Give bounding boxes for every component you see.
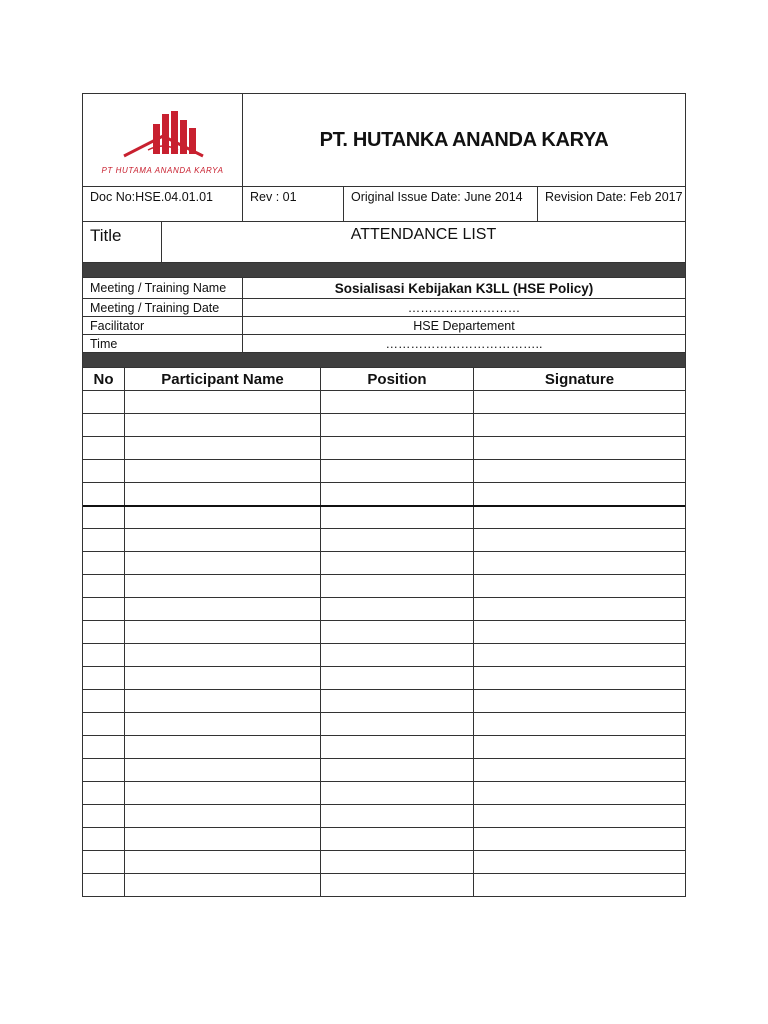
position-cell[interactable]: [321, 667, 474, 689]
info-label: Meeting / Training Date: [83, 299, 243, 316]
doc-number: Doc No:HSE.04.01.01: [83, 187, 243, 221]
column-header-participant-name: Participant Name: [125, 368, 321, 390]
column-header-signature: Signature: [544, 370, 615, 388]
no-cell[interactable]: [83, 460, 125, 482]
participant-name-cell[interactable]: [125, 667, 321, 689]
position-cell[interactable]: [321, 460, 474, 482]
no-cell[interactable]: [83, 828, 125, 850]
position-cell[interactable]: [321, 483, 474, 505]
table-row: [83, 735, 685, 758]
no-cell[interactable]: [83, 529, 125, 551]
attendance-table: [82, 367, 686, 897]
title-label: Title: [83, 222, 162, 262]
table-row: [83, 505, 685, 528]
position-cell[interactable]: [321, 759, 474, 781]
info-row: [83, 316, 685, 334]
participant-name-cell[interactable]: [125, 874, 321, 896]
participant-name-cell[interactable]: [125, 690, 321, 712]
participant-name-cell[interactable]: [125, 805, 321, 827]
position-cell[interactable]: [321, 621, 474, 643]
table-row: [83, 574, 685, 597]
signature-cell[interactable]: [474, 851, 685, 873]
participant-name-cell[interactable]: [125, 644, 321, 666]
position-cell[interactable]: [321, 713, 474, 735]
table-row: [83, 482, 685, 505]
signature-cell[interactable]: [474, 621, 685, 643]
signature-cell[interactable]: [474, 736, 685, 758]
table-row: [83, 758, 685, 781]
form-header: [82, 93, 686, 186]
signature-cell[interactable]: [474, 507, 685, 528]
info-label: Meeting / Training Name: [83, 278, 243, 298]
position-cell[interactable]: [321, 529, 474, 551]
company-name: PT. HUTANKA ANANDA KARYA: [319, 128, 609, 151]
table-row: [83, 597, 685, 620]
table-row: [83, 850, 685, 873]
no-cell[interactable]: [83, 736, 125, 758]
column-header-position: Position: [321, 368, 474, 390]
signature-cell[interactable]: [474, 644, 685, 666]
participant-name-cell[interactable]: [125, 391, 321, 413]
no-cell[interactable]: [83, 805, 125, 827]
table-row: [83, 712, 685, 735]
participant-name-cell[interactable]: [125, 598, 321, 620]
original-issue-date: Original Issue Date: June 2014: [344, 187, 538, 221]
info-row: [83, 334, 685, 352]
table-row: [83, 436, 685, 459]
signature-cell[interactable]: [474, 690, 685, 712]
signature-cell[interactable]: [474, 391, 685, 413]
no-cell[interactable]: [83, 598, 125, 620]
info-label: Time: [83, 335, 243, 352]
participant-name-cell[interactable]: [125, 782, 321, 804]
revision-number: Rev : 01: [243, 187, 344, 221]
position-cell[interactable]: [321, 575, 474, 597]
position-cell[interactable]: [321, 690, 474, 712]
participant-name-cell[interactable]: [125, 828, 321, 850]
info-value: ………………………: [407, 300, 521, 315]
position-cell[interactable]: [321, 851, 474, 873]
document-meta: [82, 186, 686, 221]
position-cell[interactable]: [321, 644, 474, 666]
table-row: [83, 390, 685, 413]
table-row: [83, 528, 685, 551]
no-cell[interactable]: [83, 437, 125, 459]
participant-name-cell[interactable]: [125, 414, 321, 436]
info-label: Facilitator: [83, 317, 243, 334]
position-cell[interactable]: [321, 391, 474, 413]
table-row: [83, 459, 685, 482]
signature-cell[interactable]: [474, 713, 685, 735]
participant-name-cell[interactable]: [125, 460, 321, 482]
attendance-form: [82, 93, 686, 897]
document-title: ATTENDANCE LIST: [350, 226, 497, 243]
meeting-info: [82, 277, 686, 352]
no-cell[interactable]: [83, 667, 125, 689]
table-row: [83, 666, 685, 689]
signature-cell[interactable]: [474, 529, 685, 551]
revision-date: Revision Date: Feb 2017: [545, 190, 683, 204]
no-cell[interactable]: [83, 414, 125, 436]
signature-cell[interactable]: [474, 667, 685, 689]
participant-name-cell[interactable]: [125, 575, 321, 597]
signature-cell[interactable]: [474, 575, 685, 597]
position-cell[interactable]: [321, 736, 474, 758]
signature-cell[interactable]: [474, 874, 685, 896]
no-cell[interactable]: [83, 552, 125, 574]
participant-name-cell[interactable]: [125, 736, 321, 758]
table-row: [83, 413, 685, 436]
position-cell[interactable]: [321, 507, 474, 528]
signature-cell[interactable]: [474, 460, 685, 482]
no-cell[interactable]: [83, 391, 125, 413]
participant-name-cell[interactable]: [125, 552, 321, 574]
position-cell[interactable]: [321, 437, 474, 459]
signature-cell[interactable]: [474, 759, 685, 781]
no-cell[interactable]: [83, 690, 125, 712]
table-row: [83, 643, 685, 666]
participant-name-cell[interactable]: [125, 851, 321, 873]
table-row: [83, 781, 685, 804]
company-logo: [83, 94, 243, 186]
signature-cell[interactable]: [474, 805, 685, 827]
info-value: Sosialisasi Kebijakan K3LL (HSE Policy): [334, 280, 594, 296]
position-cell[interactable]: [321, 874, 474, 896]
position-cell[interactable]: [321, 805, 474, 827]
position-cell[interactable]: [321, 414, 474, 436]
info-row: [83, 278, 685, 298]
signature-cell[interactable]: [474, 414, 685, 436]
signature-cell[interactable]: [474, 552, 685, 574]
table-header: [83, 368, 685, 390]
table-row: [83, 804, 685, 827]
no-cell[interactable]: [83, 713, 125, 735]
table-row: [83, 827, 685, 850]
participant-name-cell[interactable]: [125, 621, 321, 643]
position-cell[interactable]: [321, 782, 474, 804]
no-cell[interactable]: [83, 644, 125, 666]
participant-name-cell[interactable]: [125, 713, 321, 735]
position-cell[interactable]: [321, 598, 474, 620]
signature-cell[interactable]: [474, 437, 685, 459]
table-row: [83, 551, 685, 574]
position-cell[interactable]: [321, 828, 474, 850]
participant-name-cell[interactable]: [125, 507, 321, 528]
building-logo-icon: [108, 106, 218, 168]
logo-text: PT HUTAMA ANANDA KARYA: [101, 165, 224, 175]
no-cell[interactable]: [83, 782, 125, 804]
signature-cell[interactable]: [474, 483, 685, 505]
table-row: [83, 689, 685, 712]
no-cell[interactable]: [83, 575, 125, 597]
no-cell[interactable]: [83, 483, 125, 505]
participant-name-cell[interactable]: [125, 437, 321, 459]
participant-name-cell[interactable]: [125, 529, 321, 551]
column-header-no: No: [83, 368, 125, 390]
signature-cell[interactable]: [474, 598, 685, 620]
no-cell[interactable]: [83, 874, 125, 896]
participant-name-cell[interactable]: [125, 759, 321, 781]
section-divider: [82, 262, 686, 277]
signature-cell[interactable]: [474, 828, 685, 850]
info-value: HSE Departement: [413, 318, 515, 333]
no-cell[interactable]: [83, 507, 125, 528]
no-cell[interactable]: [83, 851, 125, 873]
participant-name-cell[interactable]: [125, 483, 321, 505]
table-row: [83, 620, 685, 643]
info-row: [83, 298, 685, 316]
table-row: [83, 873, 685, 896]
no-cell[interactable]: [83, 621, 125, 643]
title-section: [82, 221, 686, 262]
info-value: ………………………………..: [385, 336, 543, 351]
no-cell[interactable]: [83, 759, 125, 781]
signature-cell[interactable]: [474, 782, 685, 804]
position-cell[interactable]: [321, 552, 474, 574]
section-divider: [82, 352, 686, 367]
